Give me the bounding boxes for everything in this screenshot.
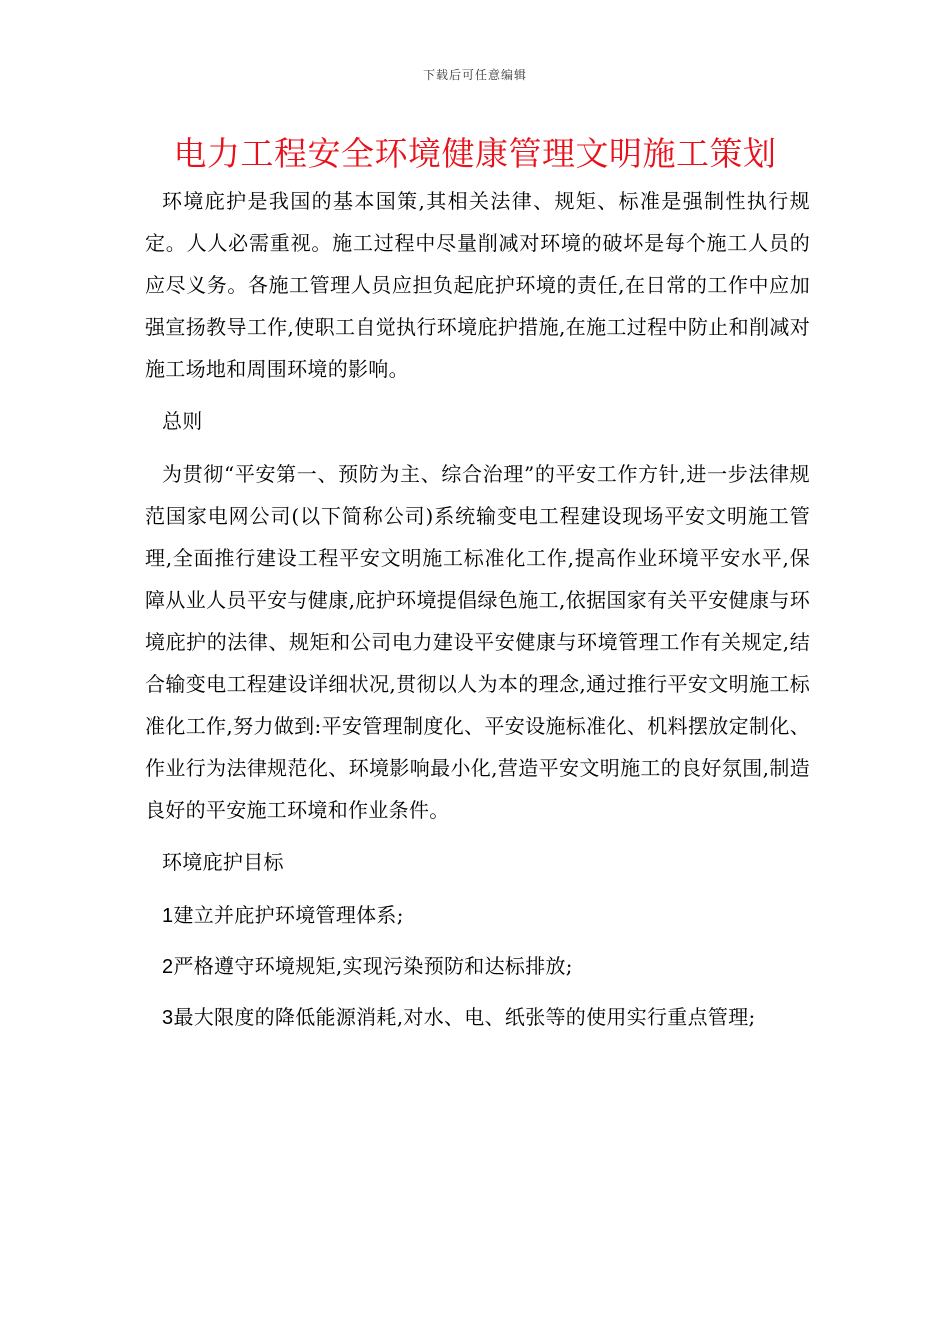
list-item-text: 建立并庇护环境管理体系;	[173, 903, 404, 927]
list-item-text: 最大限度的降低能源消耗,对水、电、纸张等的使用实行重点管理;	[173, 1005, 756, 1029]
list-item-number: 3	[162, 1007, 174, 1029]
list-item-number: 1	[162, 905, 174, 927]
intro-paragraph: 环境庇护是我国的基本国策,其相关法律、规矩、标准是强制性执行规定。人人必需重视。施工过程中尽量削减对环境的破坏是每个施工人员的应尽义务。各施工管理人员应担负起庇护环境的责任,在日常的工作中应加强宣扬教导工作,使职工自觉执行环境庇护措施,在施工过程中防止和削减对施工场地和周围环境的影响。	[145, 189, 810, 381]
list-item-number: 2	[162, 956, 174, 978]
general-paragraph: 为贯彻“平安第一、预防为主、综合治理”的平安工作方针,进一步法律规范国家电网公司(以下简称公司)系统输变电工程建设现场平安文明施工管理,全面推行建设工程平安文明施工标准化工作,提高作业环境平安水平,保障从业人员平安与健康,庇护环境提倡绿色施工,依据国家有关平安健康与环境庇护的法律、规矩和公司电力建设平安健康与环境管理工作有关规定,结合输变电工程建设详细状况,贯彻以人为本的理念,通过推行平安文明施工标准化工作,努力做到:平安管理制度化、平安设施标准化、机料摆放定制化、作业行为法律规范化、环境影响最小化,营造平安文明施工的良好氛围,制造良好的平安施工环境和作业条件。	[145, 462, 810, 822]
list-item	[145, 894, 810, 937]
list-item	[145, 996, 810, 1039]
page-header-note: 下载后可任意编辑	[422, 68, 527, 82]
list-item	[145, 945, 810, 988]
section-heading-environment: 环境庇护目标	[162, 850, 284, 874]
section-heading-general: 总则	[162, 409, 203, 433]
document-body	[145, 180, 810, 1047]
document-title: 电力工程安全环境健康管理文明施工策划	[173, 134, 777, 173]
list-item-text: 严格遵守环境规矩,实现污染预防和达标排放;	[173, 954, 573, 978]
